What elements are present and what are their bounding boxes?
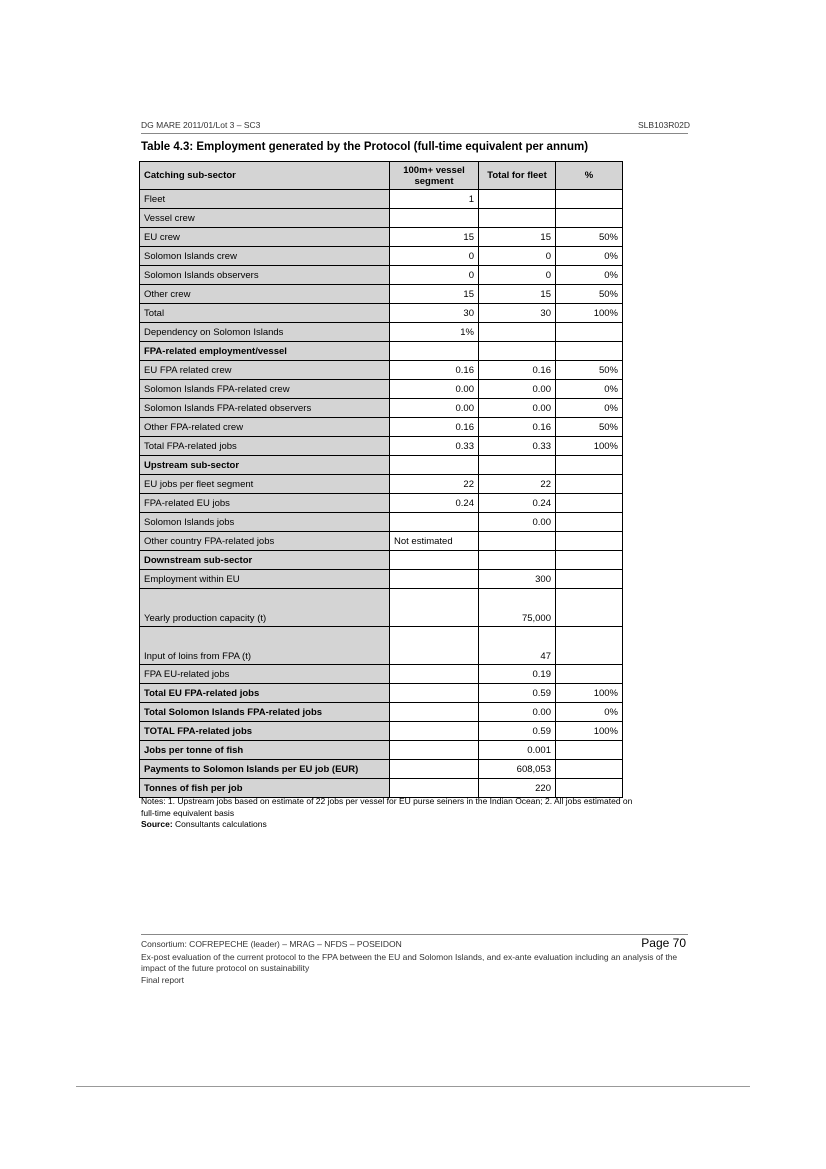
row-label: Yearly production capacity (t) [140, 589, 390, 627]
row-label: Dependency on Solomon Islands [140, 323, 390, 342]
row-label: Vessel crew [140, 209, 390, 228]
cell-total-fleet: 0.00 [479, 399, 556, 418]
cell-vessel-segment: 0.16 [390, 361, 479, 380]
table-row [140, 228, 623, 247]
cell-vessel-segment: 22 [390, 475, 479, 494]
cell-percent [556, 323, 623, 342]
cell-total-fleet: 0.59 [479, 722, 556, 741]
row-label: Solomon Islands jobs [140, 513, 390, 532]
cell-percent [556, 665, 623, 684]
cell-total-fleet: 75,000 [479, 589, 556, 627]
row-label: Total EU FPA-related jobs [140, 684, 390, 703]
cell-vessel-segment [390, 703, 479, 722]
cell-vessel-segment: 0 [390, 247, 479, 266]
cell-total-fleet: 220 [479, 779, 556, 798]
table-row [140, 779, 623, 798]
table-row [140, 304, 623, 323]
cell-vessel-segment [390, 741, 479, 760]
cell-vessel-segment [390, 722, 479, 741]
cell-percent: 50% [556, 228, 623, 247]
table-row [140, 741, 623, 760]
cell-vessel-segment [390, 684, 479, 703]
row-label: Fleet [140, 190, 390, 209]
cell-percent [556, 342, 623, 361]
cell-percent [556, 760, 623, 779]
row-label: Solomon Islands FPA-related observers [140, 399, 390, 418]
cell-percent: 0% [556, 703, 623, 722]
table-row [140, 209, 623, 228]
cell-percent [556, 209, 623, 228]
row-label: EU jobs per fleet segment [140, 475, 390, 494]
cell-vessel-segment: 0.00 [390, 399, 479, 418]
cell-total-fleet: 0.001 [479, 741, 556, 760]
cell-percent [556, 570, 623, 589]
cell-total-fleet: 608,053 [479, 760, 556, 779]
row-label: Solomon Islands FPA-related crew [140, 380, 390, 399]
cell-total-fleet: 0.19 [479, 665, 556, 684]
cell-percent: 0% [556, 399, 623, 418]
row-label: Employment within EU [140, 570, 390, 589]
row-label: FPA-related EU jobs [140, 494, 390, 513]
cell-vessel-segment [390, 589, 479, 627]
table-row [140, 190, 623, 209]
table-row [140, 342, 623, 361]
header-reference: DG MARE 2011/01/Lot 3 – SC3 [141, 120, 261, 130]
cell-percent [556, 627, 623, 665]
cell-total-fleet [479, 551, 556, 570]
cell-vessel-segment: 0.16 [390, 418, 479, 437]
cell-total-fleet: 15 [479, 228, 556, 247]
table-row [140, 475, 623, 494]
cell-percent [556, 513, 623, 532]
cell-total-fleet: 0 [479, 266, 556, 285]
notes-source [141, 819, 641, 831]
column-header-total-fleet: Total for fleet [479, 162, 556, 190]
row-label: FPA EU-related jobs [140, 665, 390, 684]
table-notes [141, 796, 641, 831]
row-label: Solomon Islands crew [140, 247, 390, 266]
cell-total-fleet [479, 342, 556, 361]
table-row [140, 418, 623, 437]
source-label: Source: [141, 819, 173, 829]
row-label: FPA-related employment/vessel [140, 342, 390, 361]
row-label: Total FPA-related jobs [140, 437, 390, 456]
cell-total-fleet [479, 190, 556, 209]
cell-percent [556, 190, 623, 209]
table-row [140, 266, 623, 285]
cell-total-fleet: 0.00 [479, 703, 556, 722]
cell-percent: 100% [556, 684, 623, 703]
table-row [140, 722, 623, 741]
cell-total-fleet [479, 532, 556, 551]
table-row [140, 437, 623, 456]
row-label: EU crew [140, 228, 390, 247]
table-row [140, 627, 623, 665]
cell-total-fleet: 0.59 [479, 684, 556, 703]
column-header-percent: % [556, 162, 623, 190]
page-bottom-divider [76, 1086, 750, 1087]
row-label: Other FPA-related crew [140, 418, 390, 437]
footer-description: Ex-post evaluation of the current protocol to the FPA between the EU and Solomon Islands, and ex-ante evaluation including an analysis of the impact of the future protocol on sustainability [141, 952, 678, 973]
cell-total-fleet: 0.24 [479, 494, 556, 513]
cell-vessel-segment [390, 570, 479, 589]
table-row [140, 399, 623, 418]
table-row [140, 665, 623, 684]
cell-percent [556, 551, 623, 570]
row-label: Upstream sub-sector [140, 456, 390, 475]
header-divider [141, 133, 688, 134]
row-label: Other country FPA-related jobs [140, 532, 390, 551]
footer-report-type: Final report [141, 975, 184, 985]
cell-total-fleet: 22 [479, 475, 556, 494]
cell-percent: 0% [556, 266, 623, 285]
cell-total-fleet: 47 [479, 627, 556, 665]
cell-percent: 0% [556, 247, 623, 266]
cell-percent [556, 741, 623, 760]
footer-divider [141, 934, 688, 935]
cell-vessel-segment [390, 551, 479, 570]
table-body [140, 190, 623, 798]
table-row [140, 285, 623, 304]
row-label: Input of loins from FPA (t) [140, 627, 390, 665]
row-label: Payments to Solomon Islands per EU job (EUR) [140, 760, 390, 779]
cell-total-fleet [479, 209, 556, 228]
cell-vessel-segment: 15 [390, 228, 479, 247]
row-label: Total Solomon Islands FPA-related jobs [140, 703, 390, 722]
cell-vessel-segment [390, 456, 479, 475]
cell-vessel-segment [390, 513, 479, 532]
cell-percent [556, 475, 623, 494]
table-row [140, 323, 623, 342]
cell-total-fleet: 30 [479, 304, 556, 323]
row-label: Jobs per tonne of fish [140, 741, 390, 760]
table-row [140, 570, 623, 589]
cell-vessel-segment: 1% [390, 323, 479, 342]
cell-vessel-segment: 30 [390, 304, 479, 323]
table-row [140, 513, 623, 532]
cell-vessel-segment [390, 760, 479, 779]
employment-table [139, 161, 623, 798]
row-label: Solomon Islands observers [140, 266, 390, 285]
cell-vessel-segment [390, 627, 479, 665]
cell-vessel-segment: 15 [390, 285, 479, 304]
table-row [140, 703, 623, 722]
cell-percent: 100% [556, 722, 623, 741]
cell-percent: 100% [556, 437, 623, 456]
cell-total-fleet: 0.16 [479, 418, 556, 437]
cell-percent [556, 779, 623, 798]
cell-vessel-segment: 0.00 [390, 380, 479, 399]
row-label: EU FPA related crew [140, 361, 390, 380]
table-row [140, 760, 623, 779]
page-number: Page 70 [641, 936, 686, 950]
notes-text: Notes: 1. Upstream jobs based on estimate of 22 jobs per vessel for EU purse seiners in the Indian Ocean; 2. All jobs estimated on full-time equivalent basis [141, 796, 633, 818]
cell-percent: 50% [556, 285, 623, 304]
cell-percent [556, 456, 623, 475]
table-header-row [140, 162, 623, 190]
cell-vessel-segment: Not estimated [390, 532, 479, 551]
table-row [140, 247, 623, 266]
cell-vessel-segment: 0 [390, 266, 479, 285]
cell-percent: 0% [556, 380, 623, 399]
table-row [140, 380, 623, 399]
row-label: Downstream sub-sector [140, 551, 390, 570]
row-label: Other crew [140, 285, 390, 304]
cell-vessel-segment [390, 209, 479, 228]
cell-percent: 50% [556, 361, 623, 380]
footer-consortium: Consortium: COFREPECHE (leader) – MRAG – NFDS – POSEIDON [141, 939, 402, 949]
cell-percent: 50% [556, 418, 623, 437]
source-text: Consultants calculations [175, 819, 267, 829]
table-row [140, 551, 623, 570]
cell-total-fleet: 0 [479, 247, 556, 266]
cell-percent [556, 589, 623, 627]
table-row [140, 589, 623, 627]
cell-vessel-segment [390, 342, 479, 361]
row-label: Total [140, 304, 390, 323]
table-row [140, 684, 623, 703]
cell-total-fleet: 0.00 [479, 513, 556, 532]
table-row [140, 532, 623, 551]
cell-total-fleet: 0.16 [479, 361, 556, 380]
cell-total-fleet [479, 323, 556, 342]
cell-vessel-segment: 1 [390, 190, 479, 209]
cell-total-fleet [479, 456, 556, 475]
cell-total-fleet: 0.00 [479, 380, 556, 399]
cell-vessel-segment [390, 779, 479, 798]
cell-total-fleet: 15 [479, 285, 556, 304]
table-row [140, 494, 623, 513]
cell-percent: 100% [556, 304, 623, 323]
header-document-code: SLB103R02D [638, 120, 690, 130]
cell-percent [556, 532, 623, 551]
cell-total-fleet: 0.33 [479, 437, 556, 456]
row-label: TOTAL FPA-related jobs [140, 722, 390, 741]
column-header-sub-sector: Catching sub-sector [140, 162, 390, 190]
cell-percent [556, 494, 623, 513]
table-row [140, 361, 623, 380]
column-header-vessel-segment: 100m+ vessel segment [390, 162, 479, 190]
table-row [140, 456, 623, 475]
cell-vessel-segment: 0.33 [390, 437, 479, 456]
cell-total-fleet: 300 [479, 570, 556, 589]
row-label: Tonnes of fish per job [140, 779, 390, 798]
cell-vessel-segment [390, 665, 479, 684]
table-caption: Table 4.3: Employment generated by the Protocol (full-time equivalent per annum) [141, 141, 589, 153]
cell-vessel-segment: 0.24 [390, 494, 479, 513]
